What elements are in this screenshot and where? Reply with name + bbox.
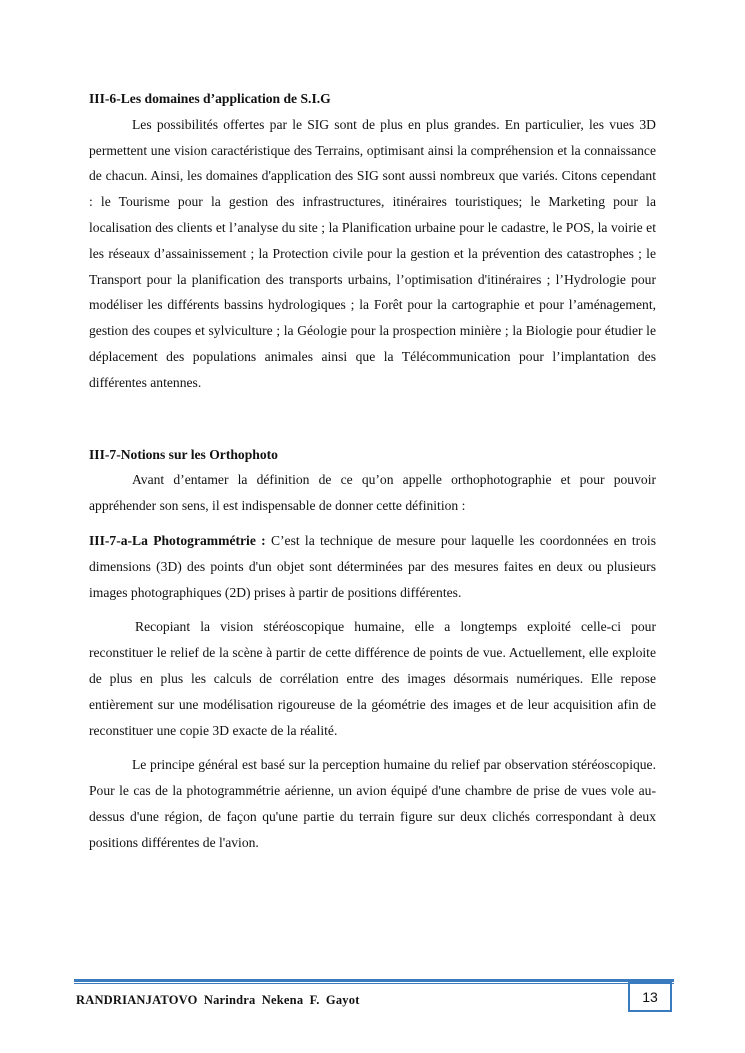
- footer-divider-thin: [74, 983, 674, 984]
- footer-author: RANDRIANJATOVO Narindra Nekena F. Gayot: [76, 993, 360, 1007]
- paragraph-general-principle: Le principe général est basé sur la perception humaine du relief par observation stéréoscopique. Pour le cas de la photogrammétrie aérienne, un avion équipé d'une chambre de prise de vues vole au-dessus d'une région, de façon qu'une partie du terrain figure sur deux clichés correspondant à deux positions différentes de l'avion.: [89, 757, 656, 850]
- paragraph-sig-applications: Les possibilités offertes par le SIG sont de plus en plus grandes. En particulier, les vues 3D permettent une vision caractéristique des Terrains, optimisant ainsi la compréhension et la connaissance de chacun. Ainsi, les domaines d'application des SIG sont aussi nombreux que variés. Citons cependant : le Tourisme pour la gestion des infrastructures, itinéraires touristiques; le Marketing pour la localisation des clients et l’analyse du site ; la Planification urbaine pour le cadastre, le POS, la voirie et les réseaux d’assainissement ; la Protection civile pour la gestion et la prévention des catastrophes ; le Transport pour la planification des transports urbains, l’optimisation d'itinéraires ; l’Hydrologie pour modéliser les différents bassins hydrologiques ; la Forêt pour la cartographie et pour l’aménagement, gestion des coupes et sylviculture ; la Géologie pour la prospection minière ; la Biologie pour étudier le déplacement des populations animales ainsi que la Télécommunication pour l’implantation des différentes antennes.: [89, 116, 656, 390]
- paragraph-stereoscopic-vision: Recopiant la vision stéréoscopique humaine, elle a longtemps exploité celle-ci pour reconstituer le relief de la scène à partir de cette différence de points de vue. Actuellement, elle exploite de plus en plus les calculs de corrélation entre des images désormais numériques. Elle repose entièrement sur une modélisation rigoureuse de la géométrie des images et de leur acquisition afin de reconstituer une copie 3D exacte de la réalité.: [89, 619, 656, 738]
- page-content: [89, 86, 656, 856]
- spacer: [89, 396, 656, 442]
- subheading-photogrammetry: III-7-a-La Photogrammétrie :: [89, 532, 266, 548]
- section-heading-sig-applications: III-6-Les domaines d’application de S.I.G: [89, 91, 331, 106]
- footer-divider: [74, 979, 674, 982]
- spacer: [89, 519, 656, 528]
- paragraph-orthophoto-intro: Avant d’entamer la définition de ce qu’on appelle orthophotographie et pour pouvoir appréhender son sens, il est indispensable de donner cette définition :: [89, 472, 656, 514]
- page-number: 13: [628, 982, 672, 1012]
- spacer: [89, 605, 656, 614]
- section-heading-orthophoto: III-7-Notions sur les Orthophoto: [89, 446, 278, 462]
- spacer: [89, 743, 656, 752]
- photogrammetry-definition-text: C’est la technique de mesure pour laquelle les coordonnées en trois dimensions (3D) des points d'un objet sont déterminées par des mesures faites en deux ou plusieurs images photographiques (2D) prises à partir de positions différentes.: [89, 532, 656, 600]
- paragraph-photogrammetry-definition: [89, 528, 656, 605]
